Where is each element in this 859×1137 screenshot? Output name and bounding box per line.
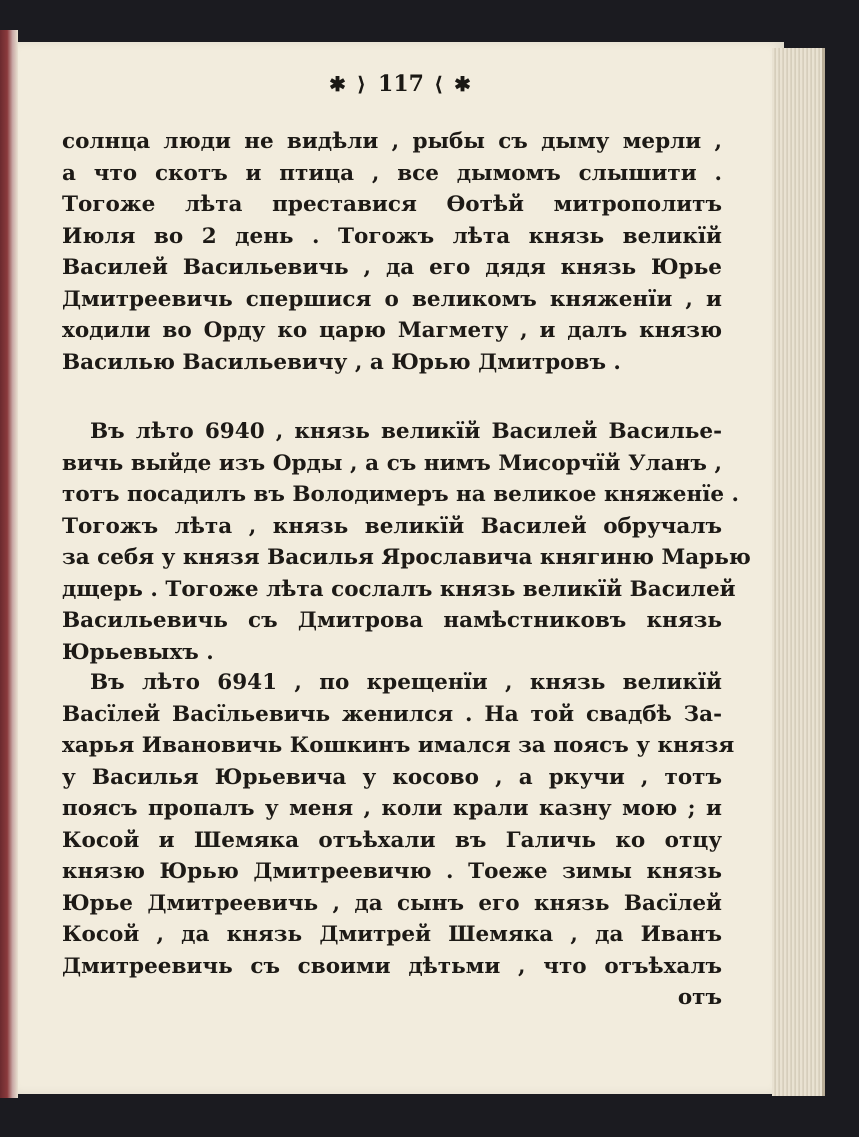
- text-line: а что скотъ и птица , все дымомъ слышити .: [62, 160, 722, 186]
- page-stack-edge: [772, 48, 825, 1096]
- page-header: [18, 64, 784, 104]
- text-line: Въ лѣто 6941 , по крещенїи , князь великїй: [90, 670, 722, 695]
- text-line: за себя у князя Василья Ярославича княгиню Марью: [62, 545, 751, 570]
- text-line: князю Юрью Дмитреевичю . Тоеже зимы князь: [62, 859, 722, 884]
- text-line: Июля во 2 день . Тогожъ лѣта князь великїй: [62, 223, 722, 249]
- ornament-left-icon: ✱ ⟩: [329, 72, 369, 96]
- text-line: Косой и Шемяка отъѣхали въ Галичь ко отцу: [62, 827, 722, 853]
- text-line: дщерь . Тогоже лѣта сослалъ князь великїй Василей: [62, 576, 736, 602]
- text-line: Дмитреевичь съ своими дѣтьми , что отъѣхалъ: [62, 953, 722, 979]
- text-line: Василей Васильевичь , да его дядя князь Юрье: [62, 255, 722, 280]
- text-line: Въ лѣто 6940 , князь великїй Василей Василье-: [90, 419, 722, 444]
- text-line: вичь выйде изъ Орды , а съ нимъ Мисорчїй Уланъ ,: [62, 450, 722, 476]
- text-line: ходили во Орду ко царю Магмету , и далъ князю: [62, 318, 722, 343]
- text-line: солнца люди не видѣли , рыбы съ дыму мерли ,: [62, 129, 722, 154]
- paragraph-1: [62, 126, 722, 378]
- text-line: поясъ пропалъ у меня , коли крали казну мою ; и: [62, 796, 722, 821]
- book-spine-edge: [0, 30, 18, 1098]
- text-line: Васильевичь съ Дмитрова намѣстниковъ князь: [62, 608, 722, 633]
- text-line: тотъ посадилъ въ Володимеръ на великое княженїе .: [62, 482, 740, 507]
- page-number: 117: [378, 71, 424, 97]
- text-line: Косой , да князь Дмитрей Шемяка , да Иванъ: [62, 922, 722, 947]
- book-page: [18, 42, 784, 1094]
- text-line: Дмитреевичь спершися о великомъ княженїи , и: [62, 286, 722, 312]
- paragraph-3: [62, 667, 735, 1014]
- text-line: Юрьевыхъ .: [62, 639, 214, 665]
- text-line: у Василья Юрьевича у косово , а ркучи , тотъ: [62, 764, 722, 790]
- paragraph-2: [62, 416, 751, 668]
- text-line: Тогоже лѣта преставися Ѳотѣй митрополитъ: [62, 192, 722, 217]
- text-line: Юрье Дмитреевичь , да сынъ его князь Васїлей: [62, 890, 722, 916]
- text-line: Василью Васильевичу , а Юрью Дмитровъ .: [62, 349, 621, 375]
- text-line: харья Ивановичь Кошкинъ имался за поясъ у князя: [62, 733, 735, 758]
- ornament-right-icon: ⟨ ✱: [433, 72, 473, 96]
- text-line: Тогожъ лѣта , князь великїй Василей обручалъ: [62, 513, 722, 539]
- catchword: отъ: [677, 985, 722, 1010]
- text-line: Васїлей Васїльевичь женился . На той свадбѣ За-: [62, 701, 722, 727]
